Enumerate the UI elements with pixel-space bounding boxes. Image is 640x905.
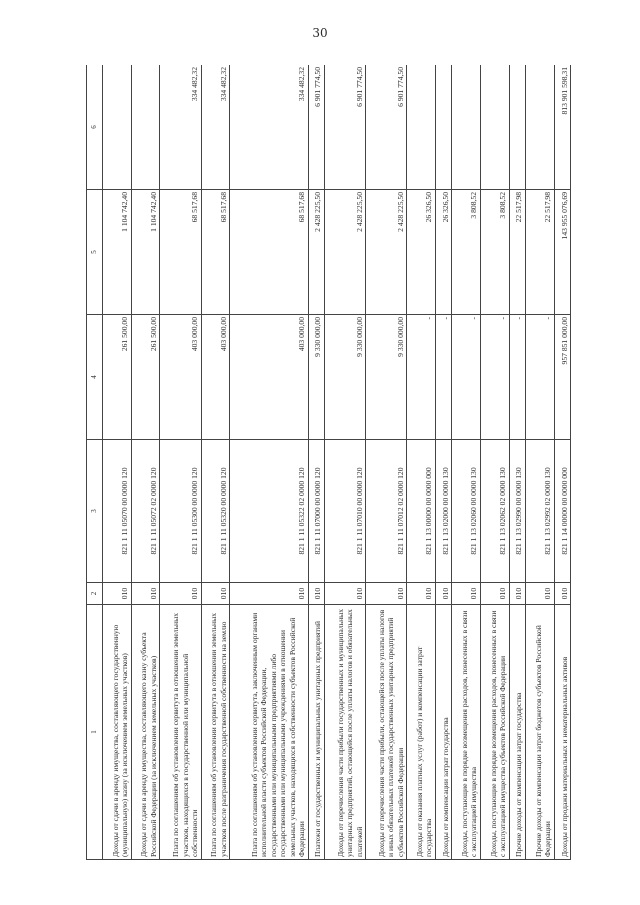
row-admin: 010	[366, 583, 407, 605]
row-plan: -	[509, 315, 525, 440]
row-diff: 334 482,32	[160, 65, 201, 190]
row-admin: 010	[160, 583, 201, 605]
table-row	[308, 65, 324, 860]
row-name: Доходы, поступающие в порядке возмещения расходов, понесенных в связи с эксплуатацией имущества субъектов Российской Федерации	[480, 605, 509, 860]
row-name: Доходы от сдачи в аренду имущества, составляющего государственную (муниципальную) казну (за исключением земельных участков)	[103, 605, 132, 860]
row-admin: 010	[103, 583, 132, 605]
row-admin: 010	[230, 583, 308, 605]
table-row	[366, 65, 407, 860]
row-name: Доходы, поступающие в порядке возмещения расходов, понесенных в связи с эксплуатацией имущества	[452, 605, 481, 860]
row-fact: 68 517,68	[201, 190, 230, 315]
row-plan: -	[480, 315, 509, 440]
row-code: 821 1 11 05320 00 0000 120	[201, 440, 230, 583]
page-number: 30	[312, 26, 328, 40]
row-fact: 2 428 225,50	[324, 190, 365, 315]
table-row	[103, 65, 132, 860]
row-name: Доходы от сдачи в аренду имущества, составляющего казну субъекта Российской Федерации (за исключением земельных участков)	[131, 605, 160, 860]
row-admin: 010	[509, 583, 525, 605]
row-diff: 6 901 774,50	[366, 65, 407, 190]
row-name: Доходы от перечисления части прибыли государственных и муниципальных унитарных предприятий, остающейся после уплаты налогов и обязательных платежей	[324, 605, 365, 860]
row-fact: 143 955 076,69	[554, 190, 570, 315]
row-name: Платежи от государственных и муниципальных унитарных предприятий	[308, 605, 324, 860]
table-row	[230, 65, 308, 860]
table-row	[324, 65, 365, 860]
row-fact: 1 104 742,40	[103, 190, 132, 315]
row-code: 821 1 13 02990 00 0000 130	[509, 440, 525, 583]
row-diff: 334 482,32	[230, 65, 308, 190]
row-name: Прочие доходы от компенсации затрат бюджетов субъектов Российской Федерации	[525, 605, 554, 860]
row-plan: 9 330 000,00	[308, 315, 324, 440]
header-cell: 6	[87, 65, 103, 190]
header-cell: 1	[87, 605, 103, 860]
row-name: Прочие доходы от компенсации затрат государства	[509, 605, 525, 860]
row-diff	[131, 65, 160, 190]
row-diff	[509, 65, 525, 190]
row-plan: -	[407, 315, 436, 440]
row-name: Доходы от компенсации затрат государства	[435, 605, 451, 860]
row-plan: 403 000,00	[201, 315, 230, 440]
row-name: Доходы от продажи материальных и нематериальных активов	[554, 605, 570, 860]
row-code: 821 1 13 02062 02 0000 130	[480, 440, 509, 583]
row-diff	[525, 65, 554, 190]
row-plan: -	[435, 315, 451, 440]
row-admin: 010	[201, 583, 230, 605]
table-row	[131, 65, 160, 860]
row-plan: -	[525, 315, 554, 440]
row-admin: 010	[407, 583, 436, 605]
row-code: 821 1 11 07010 00 0000 120	[324, 440, 365, 583]
row-plan: 403 000,00	[160, 315, 201, 440]
row-admin: 010	[554, 583, 570, 605]
row-code: 821 1 13 00000 00 0000 000	[407, 440, 436, 583]
row-plan: 957 851 000,00	[554, 315, 570, 440]
header-cell: 2	[87, 583, 103, 605]
table-row	[480, 65, 509, 860]
row-admin: 010	[308, 583, 324, 605]
row-code: 821 1 13 02000 00 0000 130	[435, 440, 451, 583]
row-plan: 9 330 000,00	[366, 315, 407, 440]
row-plan: 9 330 000,00	[324, 315, 365, 440]
row-plan: 403 000,00	[230, 315, 308, 440]
row-name: Доходы от перечисления части прибыли, остающейся после уплаты налогов и иных обязательных платежей государственных унитарных предприятий субъектов Российской Федерации	[366, 605, 407, 860]
row-code: 821 1 13 02060 00 0000 130	[452, 440, 481, 583]
row-admin: 010	[452, 583, 481, 605]
row-admin: 010	[435, 583, 451, 605]
row-plan: -	[452, 315, 481, 440]
row-fact: 68 517,68	[160, 190, 201, 315]
row-fact: 26 326,50	[407, 190, 436, 315]
row-fact: 68 517,68	[230, 190, 308, 315]
row-admin: 010	[480, 583, 509, 605]
row-fact: 3 808,52	[452, 190, 481, 315]
row-diff	[452, 65, 481, 190]
row-diff: 6 901 774,50	[324, 65, 365, 190]
row-diff: 813 901 598,31	[554, 65, 570, 190]
row-diff	[407, 65, 436, 190]
row-diff	[435, 65, 451, 190]
table-row	[554, 65, 570, 860]
row-fact: 2 428 225,50	[308, 190, 324, 315]
table-row	[509, 65, 525, 860]
row-code: 821 1 13 02992 02 0000 130	[525, 440, 554, 583]
row-code: 821 1 11 07012 02 0000 120	[366, 440, 407, 583]
row-fact: 26 326,50	[435, 190, 451, 315]
row-plan: 261 500,00	[131, 315, 160, 440]
row-code: 821 1 11 07000 00 0000 120	[308, 440, 324, 583]
table-row	[525, 65, 554, 860]
row-code: 821 1 11 05072 02 0000 120	[131, 440, 160, 583]
row-diff	[480, 65, 509, 190]
table-row	[452, 65, 481, 860]
table-row	[407, 65, 436, 860]
revenue-table	[86, 65, 571, 860]
table-row	[435, 65, 451, 860]
header-cell: 5	[87, 190, 103, 315]
header-cell: 4	[87, 315, 103, 440]
row-diff: 334 482,32	[201, 65, 230, 190]
row-code: 821 1 11 05300 00 0000 120	[160, 440, 201, 583]
row-fact: 22 517,98	[509, 190, 525, 315]
row-admin: 010	[324, 583, 365, 605]
row-name: Плата по соглашениям об установлении сервитута, заключенным органами исполнительной власти субъектов Российской Федерации, государственными или муниципальными предприятиями либо государственными или муниципальными учреждениями в отношении земельных участков, находящихся в собственности субъектов Российской Федерации	[230, 605, 308, 860]
row-diff: 6 901 774,50	[308, 65, 324, 190]
table-row	[160, 65, 201, 860]
row-plan: 261 500,00	[103, 315, 132, 440]
row-code: 821 1 14 00000 00 0000 000	[554, 440, 570, 583]
row-name: Плата по соглашениям об установлении сервитута в отношении земельных участков, находящихся в государственной или муниципальной собственности	[160, 605, 201, 860]
row-fact: 3 808,52	[480, 190, 509, 315]
header-cell: 3	[87, 440, 103, 583]
row-fact: 1 104 742,40	[131, 190, 160, 315]
row-admin: 010	[131, 583, 160, 605]
header-row	[87, 65, 103, 860]
row-diff	[103, 65, 132, 190]
row-fact: 2 428 225,50	[366, 190, 407, 315]
row-name: Доходы от оказания платных услуг (работ) и компенсации затрат государства	[407, 605, 436, 860]
row-name: Плата по соглашениям об установлении сервитута в отношении земельных участков после разграничения государственной собственности на землю	[201, 605, 230, 860]
table-viewport	[86, 65, 571, 860]
row-fact: 22 517,98	[525, 190, 554, 315]
rotated-table-container	[86, 65, 571, 860]
table-row	[201, 65, 230, 860]
row-code: 821 1 11 05322 02 0000 120	[230, 440, 308, 583]
row-code: 821 1 11 05070 00 0000 120	[103, 440, 132, 583]
row-admin: 010	[525, 583, 554, 605]
